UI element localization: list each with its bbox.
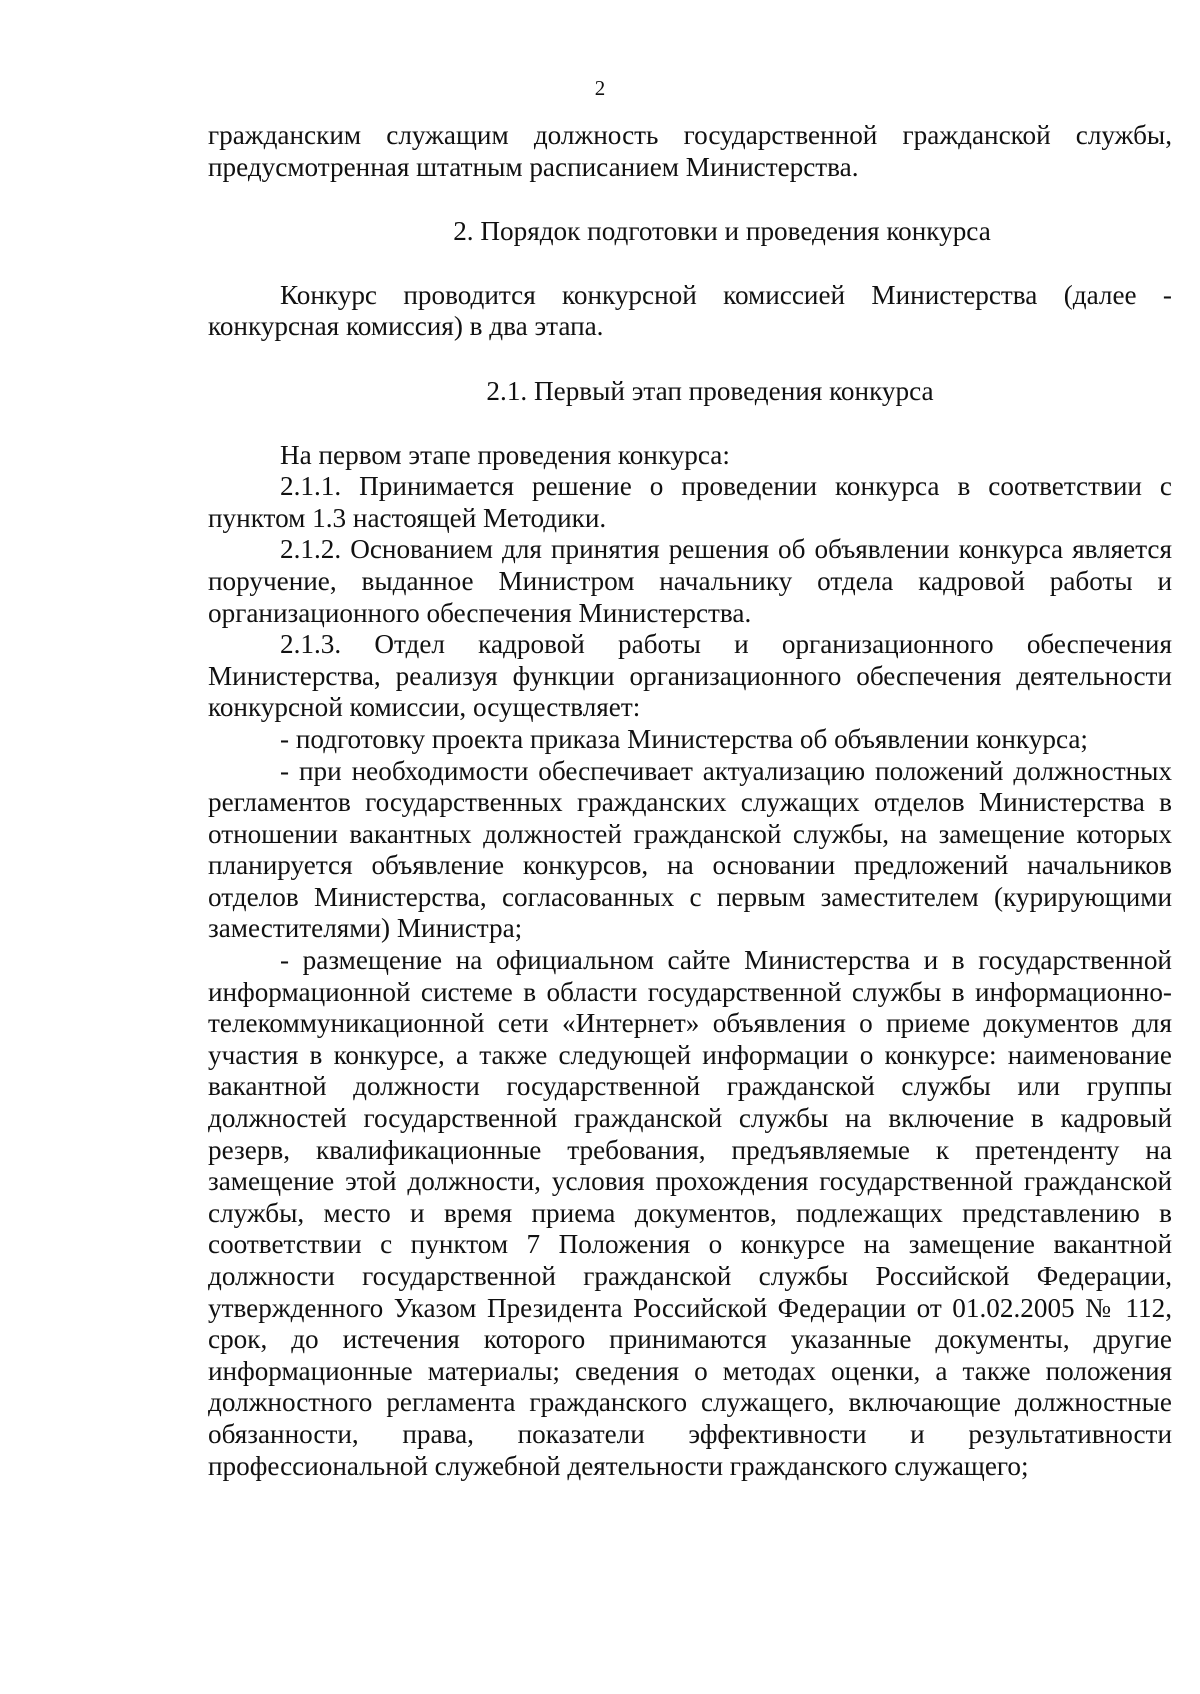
section-heading: 2. Порядок подготовки и проведения конкурса [453, 216, 991, 247]
document-body [208, 120, 1172, 1482]
paragraph: На первом этапе проведения конкурса: [280, 439, 730, 470]
list-item: - размещение на официальном сайте Министерства и в государственной информационной системе в области государственной службы в информационно-телекоммуникационной сети «Интернет» объявления о приеме документов для участия в конкурсе, а также следующей информации о конкурсе: наименование вакантной должности государственной гражданской службы или группы должностей государственной гражданской службы на включение в кадровый резерв, квалификационные требования, предъявляемые к претенденту на замещение этой должности, условия прохождения государственной гражданской службы, место и время приема документов, подлежащих представлению в соответствии с пунктом 7 Положения о конкурсе на замещение вакантной должности государственной гражданской службы Российской Федерации, утвержденного Указом Президента Российской Федерации от 01.02.2005 № 112, срок, до истечения которого принимаются указанные документы, другие информационные материалы; сведения о методах оценки, а также положения должностного регламента гражданского служащего, включающие должностные обязанности, права, показатели эффективности и результативности профессиональной служебной деятельности гражданского служащего; [208, 945, 1172, 1481]
paragraph: Конкурс проводится конкурсной комиссией Министерства (далее - конкурсная комиссия) в два этапа. [208, 279, 1172, 342]
clause-2-1-2: 2.1.2. Основанием для принятия решения об объявлении конкурса является поручение, выданное Министром начальнику отдела кадровой работы и организационного обеспечения Министерства. [208, 534, 1172, 628]
list-item: - подготовку проекта приказа Министерства об объявлении конкурса; [280, 723, 1088, 754]
paragraph-continuation: гражданским служащим должность государственной гражданской службы, предусмотренная штатным расписанием Министерства. [208, 120, 1172, 182]
clause-2-1-1: 2.1.1. Принимается решение о проведении конкурса в соответствии с пунктом 1.3 настоящей Методики. [208, 471, 1172, 533]
subsection-heading: 2.1. Первый этап проведения конкурса [486, 375, 934, 406]
clause-2-1-3: 2.1.3. Отдел кадровой работы и организационного обеспечения Министерства, реализуя функции организационного обеспечения деятельности конкурсной комиссии, осуществляет: [208, 629, 1172, 723]
list-item: - при необходимости обеспечивает актуализацию положений должностных регламентов государственных гражданских служащих отделов Министерства в отношении вакантных должностей гражданской службы, на замещение которых планируется объявление конкурсов, на основании предложений начальников отделов Министерства, согласованных с первым заместителем (курирующими заместителями) Министра; [208, 755, 1172, 944]
page-number: 2 [594, 76, 606, 100]
